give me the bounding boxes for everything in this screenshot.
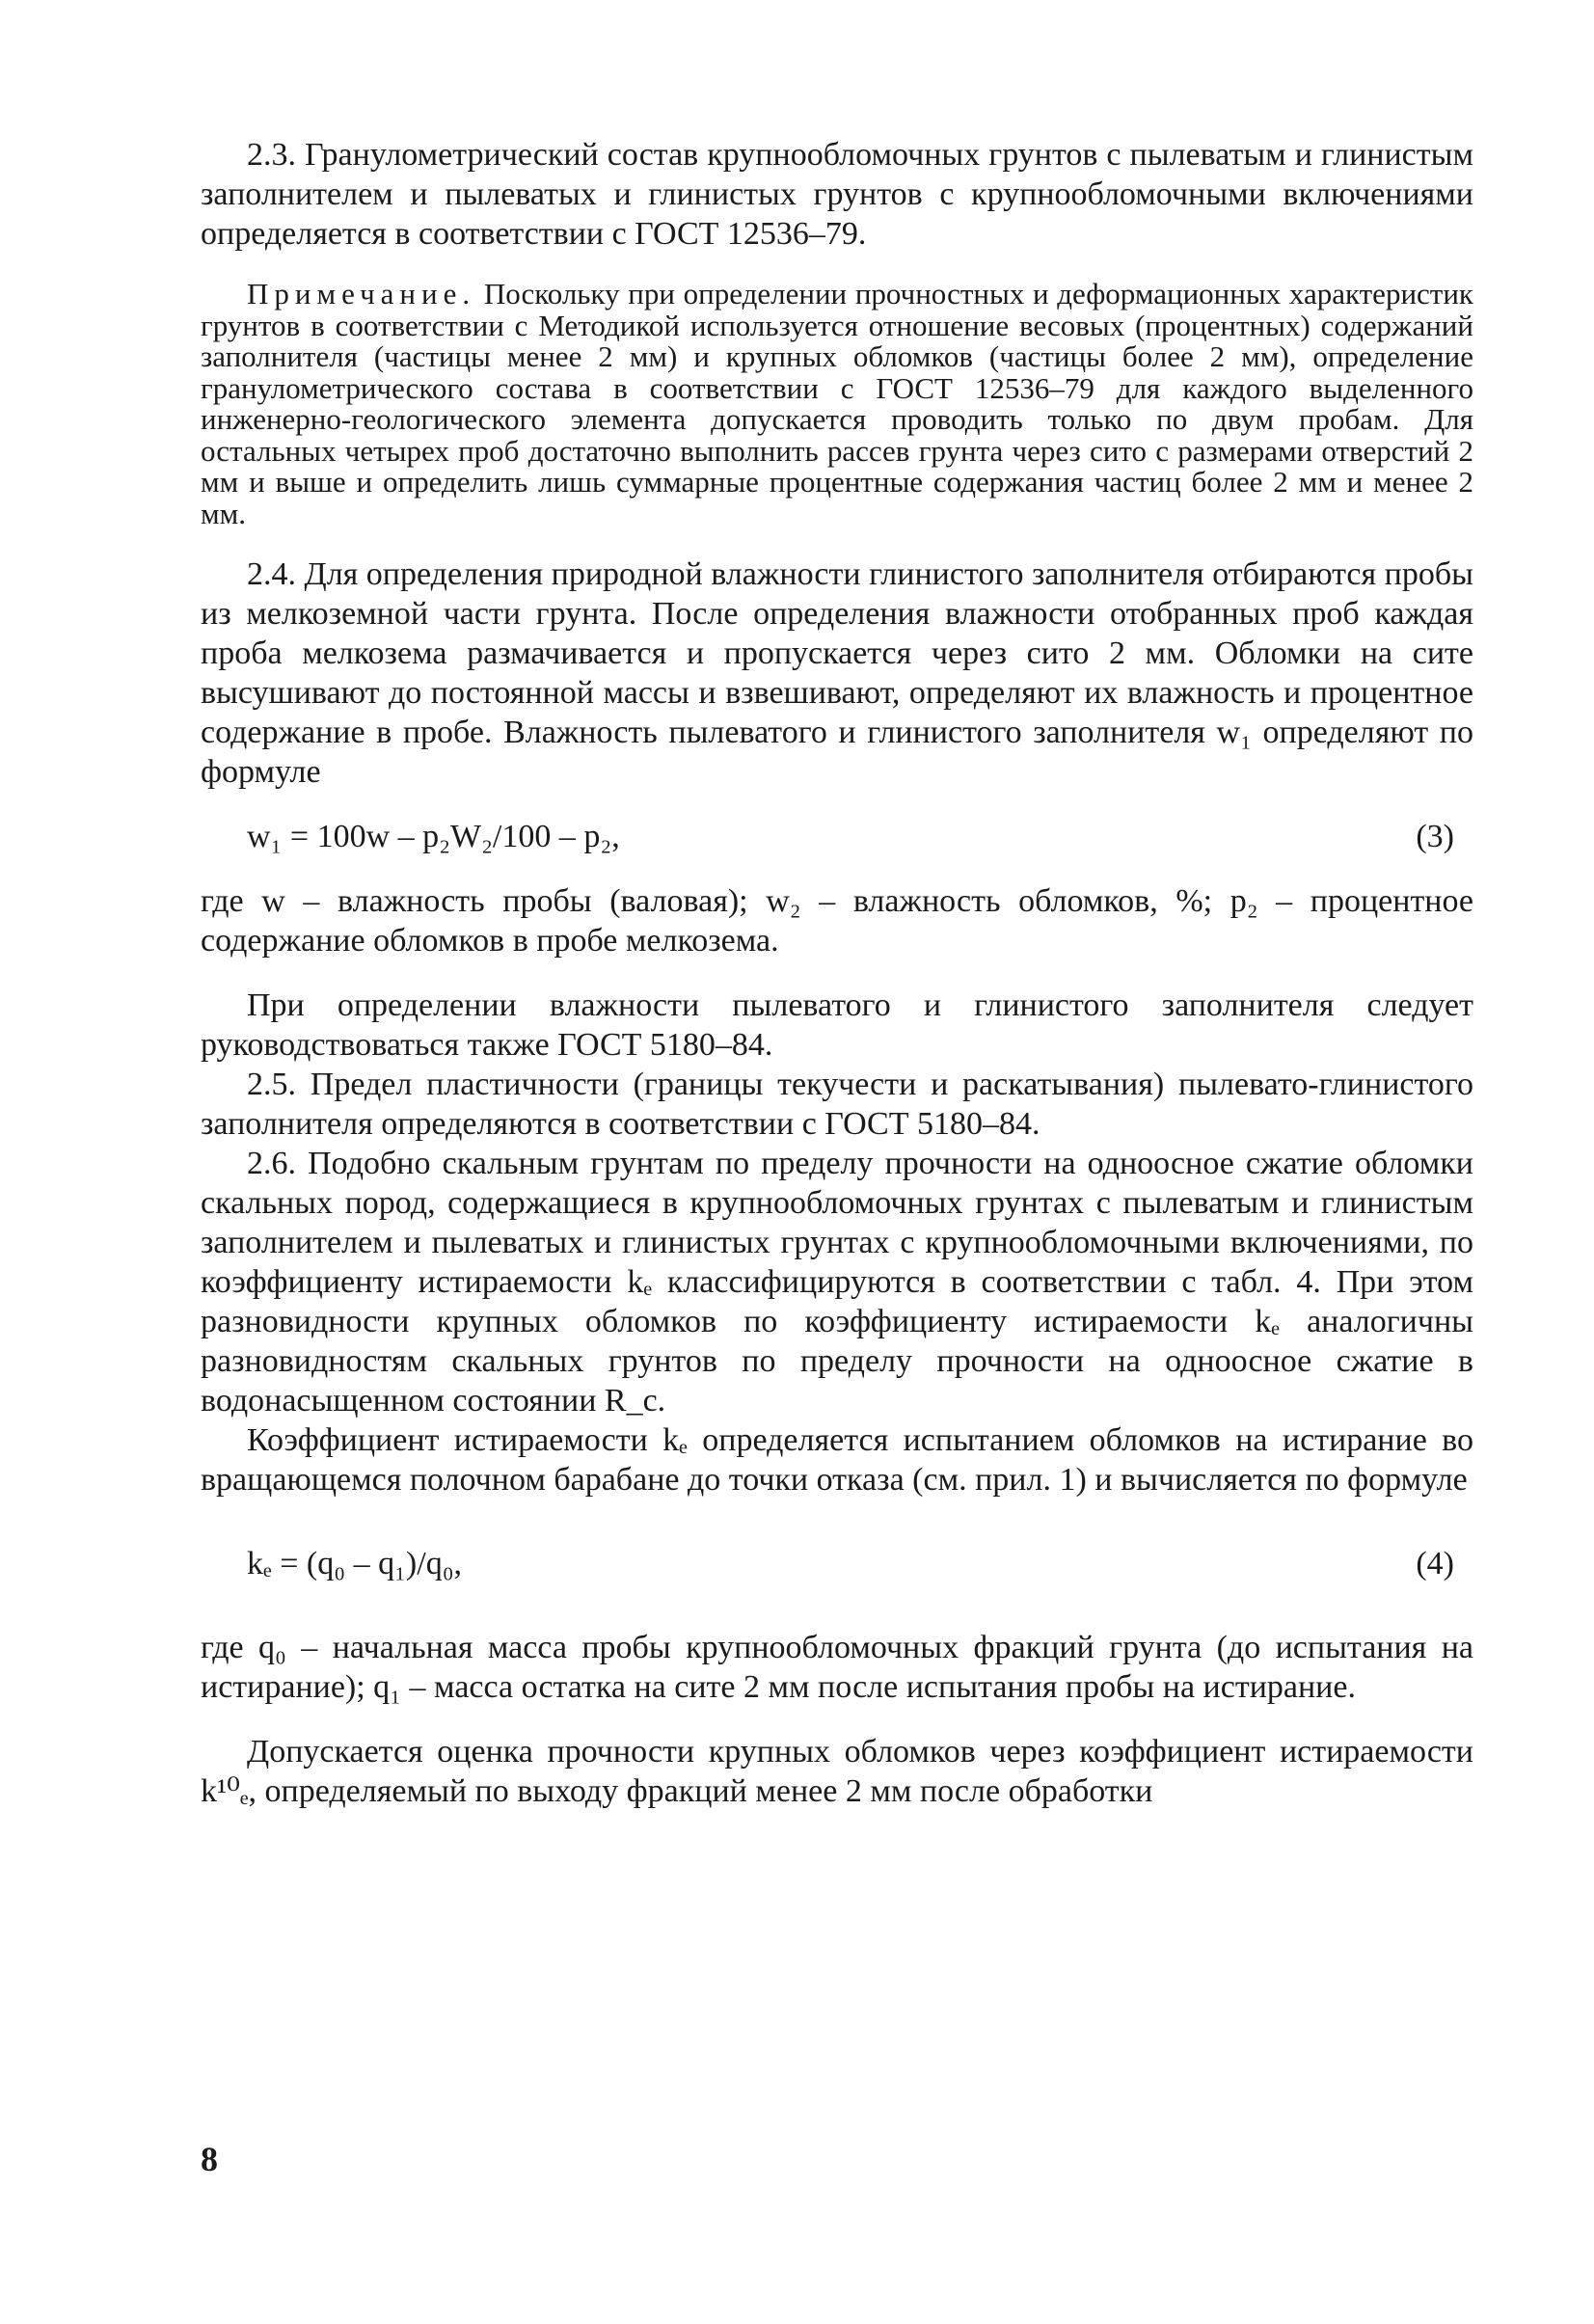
formula-3-number: (3): [1416, 819, 1454, 854]
formula-3: [201, 817, 1473, 856]
paragraph-gost-5180: При определении влажности пылеватого и глинистого заполнителя следует руководствоваться также ГОСТ 5180–84.: [201, 987, 1473, 1063]
formula-4: [201, 1544, 1473, 1583]
paragraph-2-4: 2.4. Для определения природной влажности глинистого заполнителя отбираются пробы из мелкоземной части грунта. После определения влажности отобранных проб каждая проба мелкозема размачивается и пропускается через сито 2 мм. Обломки на сите высушивают до постоянной массы и взвешивают, определяют их влажность и процентное содержание в пробе. Влажность пылеватого и глинистого заполнителя w₁ определяют по формуле: [201, 556, 1473, 790]
paragraph-k10-estimate: Допускается оценка прочности крупных обломков через коэффициент истираемости k¹⁰ₑ, определяемый по выходу фракций менее 2 мм после обработки: [201, 1734, 1473, 1809]
paragraph-2-3: 2.3. Гранулометрический состав крупнообломочных грунтов с пылеватым и глинистым заполнителем и пылеватых и глинистых грунтов с крупнообломочными включениями определяется в соответствии с ГОСТ 12536–79.: [201, 137, 1473, 252]
note-body: Поскольку при определении прочностных и деформационных характеристик грунтов в соответствии с Методикой используется отношение весовых (процентных) содержаний заполнителя (частицы менее 2 мм) и крупных обломков (частицы более 2 мм), определение гранулометрического состава в соответствии с ГОСТ 12536–79 для каждого выделенного инженерно-геологического элемента допускается проводить только по двум пробам. Для остальных четырех проб достаточно выполнить рассев грунта через сито с размерами отверстий 2 мм и выше и определить лишь суммарные процентные содержания частиц более 2 мм и менее 2 мм.: [201, 277, 1473, 530]
paragraph-ke-definition: Коэффициент истираемости kₑ определяется испытанием обломков на истирание во вращающемся полочном барабане до точки отказа (см. прил. 1) и вычисляется по формуле: [201, 1422, 1473, 1498]
paragraph-2-6: 2.6. Подобно скальным грунтам по пределу прочности на одноосное сжатие обломки скальных пород, содержащиеся в крупнообломочных грунтах с пылеватым и глинистым заполнителем и пылеватых и глинистых грунтах с крупнообломочными включениями, по коэффициенту истираемости kₑ классифицируются в соответствии с табл. 4. При этом разновидности крупных обломков по коэффициенту истираемости kₑ аналогичны разновидностям скальных грунтов по пределу прочности на одноосное сжатие в водонасыщенном состоянии R_c.: [201, 1146, 1473, 1419]
formula-3-expression: w₁ = 100w – p₂W₂/100 – p₂,: [247, 819, 620, 854]
paragraph-2-5: 2.5. Предел пластичности (границы текучести и раскатывания) пылевато-глинистого заполнителя определяются в соответствии с ГОСТ 5180–84.: [201, 1067, 1473, 1142]
document-page: [201, 135, 1473, 1811]
formula-3-legend: где w – влажность пробы (валовая); w₂ – влажность обломков, %; p₂ – процентное содержание обломков в пробе мелкозема.: [201, 883, 1473, 959]
formula-4-expression: kₑ = (q₀ – q₁)/q₀,: [247, 1546, 463, 1581]
formula-4-number: (4): [1416, 1546, 1454, 1581]
note-paragraph: [201, 279, 1473, 529]
page-number: 8: [201, 2140, 218, 2178]
note-lead: Примечание.: [247, 277, 476, 311]
formula-4-legend: где q₀ – начальная масса пробы крупнообломочных фракций грунта (до испытания на истирание); q₁ – масса остатка на сите 2 мм после испытания пробы на истирание.: [201, 1630, 1473, 1705]
